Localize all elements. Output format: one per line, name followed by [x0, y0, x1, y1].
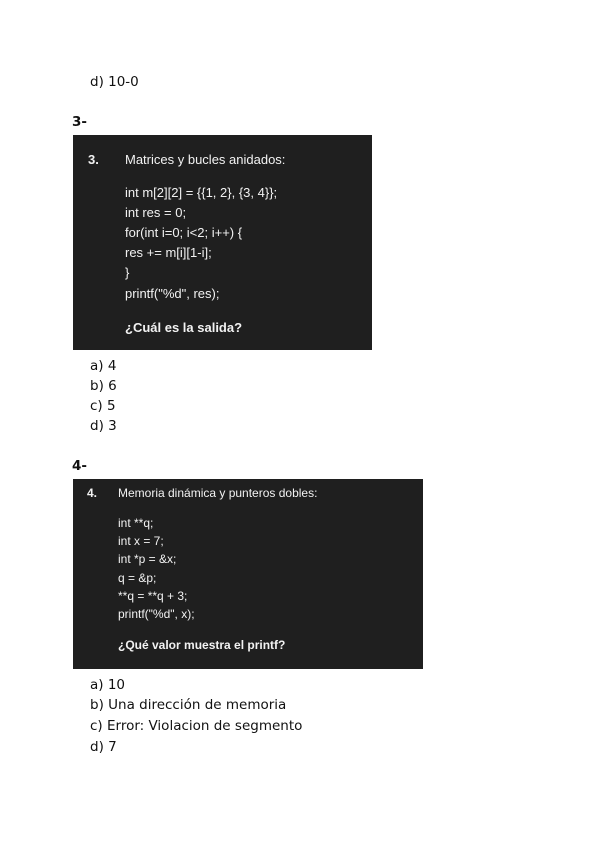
- q4-option-c: c) Error: Violacion de segmento: [90, 718, 303, 734]
- prev-option-d: d) 10-0: [90, 74, 139, 90]
- question-4-label: 4-: [72, 458, 87, 474]
- q3-box-question: ¿Cuál es la salida?: [125, 320, 243, 335]
- q4-code-line: int *p = &x;: [118, 552, 177, 566]
- q3-box-number: 3.: [88, 152, 99, 167]
- q4-code-line: q = &p;: [118, 571, 157, 585]
- q3-code-line: for(int i=0; i<2; i++) {: [125, 225, 243, 240]
- q3-code-line: printf("%d", res);: [125, 286, 220, 301]
- q3-code-line: int res = 0;: [125, 205, 187, 220]
- q4-box-question: ¿Qué valor muestra el printf?: [118, 638, 286, 652]
- question-3-code-image: [73, 135, 372, 350]
- question-4-code-image: [73, 479, 423, 669]
- q3-option-b: b) 6: [90, 378, 117, 394]
- q4-option-a: a) 10: [90, 677, 126, 693]
- q4-code-line: printf("%d", x);: [118, 607, 195, 621]
- q4-code-line: int **q;: [118, 516, 154, 530]
- q3-code-line: }: [125, 265, 130, 280]
- q3-option-a: a) 4: [90, 358, 117, 374]
- q4-option-d: d) 7: [90, 739, 117, 755]
- question-3-label: 3-: [72, 114, 87, 130]
- q3-code-line: res += m[i][1-i];: [125, 245, 212, 260]
- q3-box-heading: Matrices y bucles anidados:: [125, 152, 286, 167]
- q4-box-number: 4.: [87, 486, 98, 500]
- q3-code-line: int m[2][2] = {{1, 2}, {3, 4}};: [125, 185, 278, 200]
- q4-box-heading: Memoria dinámica y punteros dobles:: [118, 486, 318, 500]
- q3-option-d: d) 3: [90, 418, 117, 434]
- q3-option-c: c) 5: [90, 398, 116, 414]
- q4-code-line: int x = 7;: [118, 534, 164, 548]
- q4-option-b: b) Una dirección de memoria: [90, 697, 287, 713]
- q4-code-line: **q = **q + 3;: [118, 589, 188, 603]
